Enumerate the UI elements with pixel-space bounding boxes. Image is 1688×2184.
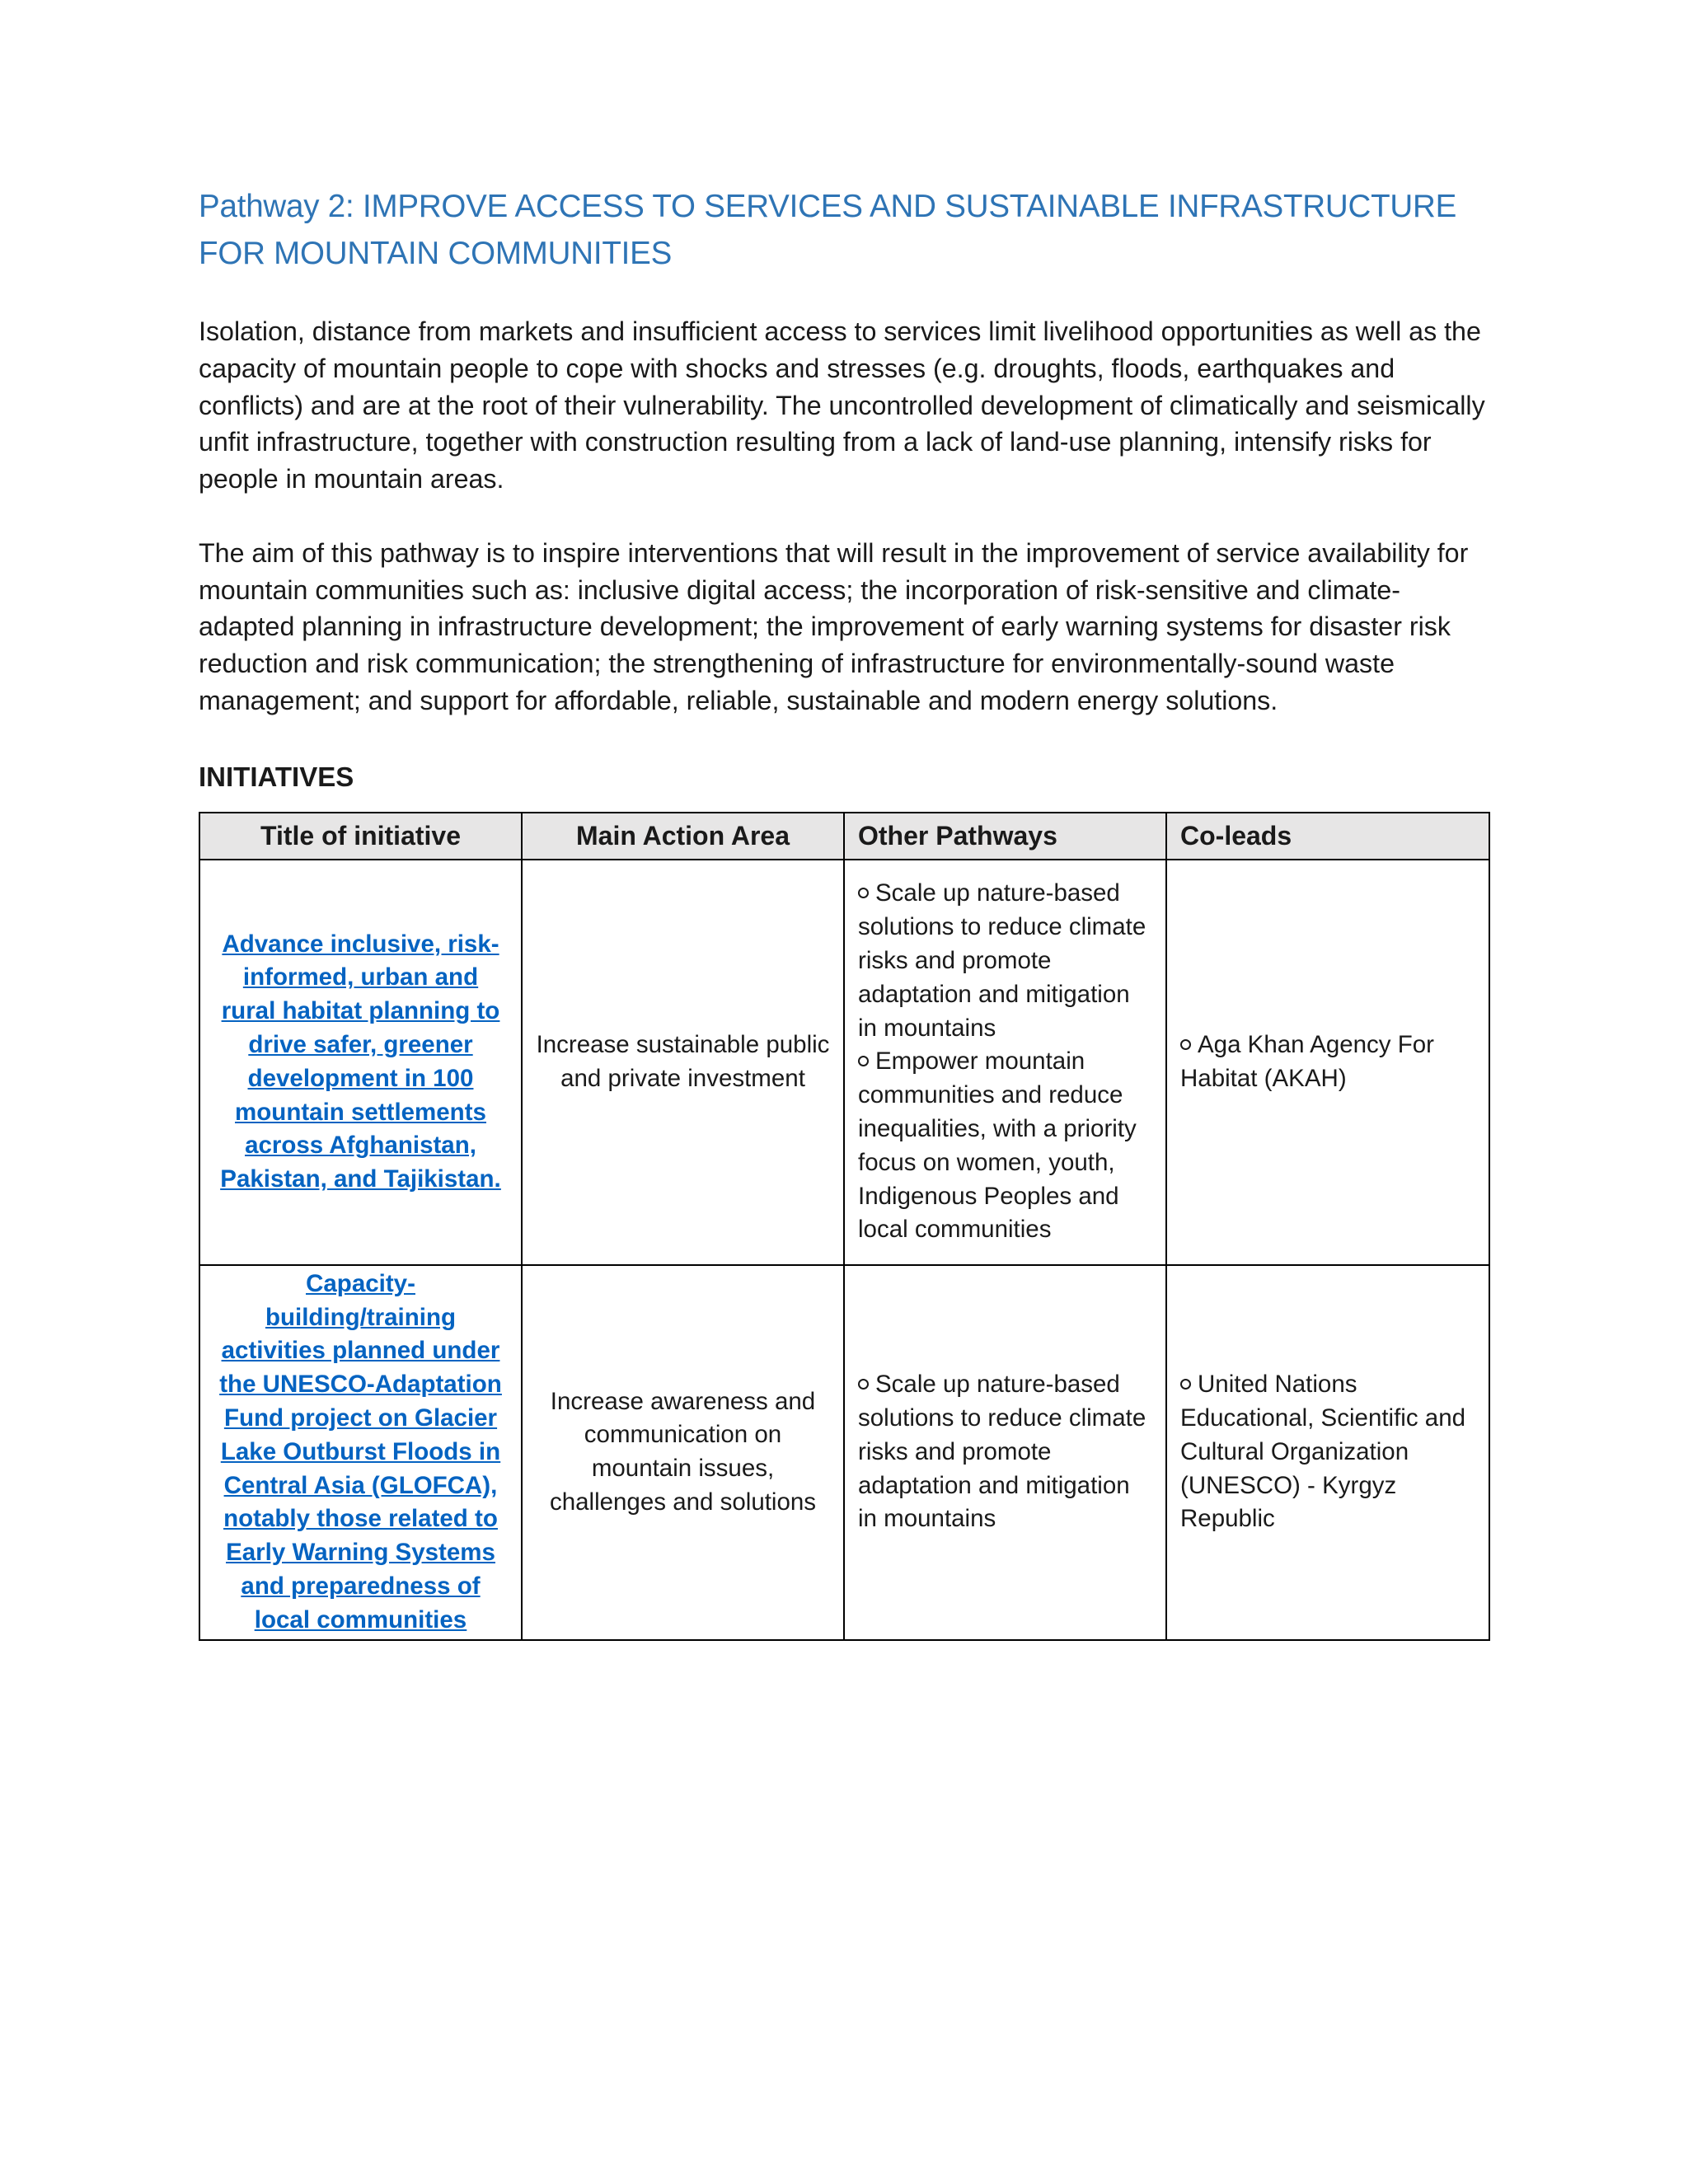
co-leads-cell: [1166, 860, 1489, 1265]
circle-bullet-icon: [1180, 1379, 1191, 1390]
initiative-title-link[interactable]: Advance inclusive, risk-informed, urban and rural habitat planning to drive safer, greener development in 100 mountain settlements across Afghanistan, Pakistan, and Tajikistan.: [220, 930, 501, 1193]
table-row: [199, 1265, 1489, 1640]
other-pathways-cell: [844, 860, 1166, 1265]
initiatives-table: [199, 812, 1490, 1641]
initiative-title-cell: [199, 860, 522, 1265]
document-page: [199, 183, 1489, 1641]
main-action-area-cell: Increase awareness and communication on mountain issues, challenges and solutions: [522, 1265, 844, 1640]
circle-bullet-icon: [858, 1056, 869, 1066]
circle-bullet-icon: [858, 888, 869, 898]
pathway-item: [858, 1045, 1152, 1247]
aim-paragraph: The aim of this pathway is to inspire interventions that will result in the improvement of service availability for mountain communities such as: inclusive digital access; the incorporation of risk-sensitive and climate-adapted planning in infrastructure development; the improvement of early warning systems for disaster risk reduction and risk communication; the strengthening of infrastructure for environmentally-sound waste management; and support for affordable, reliable, sustainable and modern energy solutions.: [199, 537, 1469, 715]
page-title: Pathway 2: IMPROVE ACCESS TO SERVICES AND SUSTAINABLE INFRASTRUCTURE FOR MOUNTAIN COMMUNITIES: [199, 189, 1457, 271]
pathway-item-text: Scale up nature-based solutions to reduce climate risks and promote adaptation and mitigation in mountains: [858, 1371, 1146, 1533]
column-header-co-leads: Co-leads: [1166, 813, 1489, 860]
co-leads-cell: [1166, 1265, 1489, 1640]
co-lead-item: [1180, 1368, 1475, 1536]
initiative-title-cell: [199, 1265, 522, 1640]
column-header-title: Title of initiative: [199, 813, 522, 860]
pathway-item: [858, 1368, 1152, 1536]
co-lead-text: Aga Khan Agency For Habitat (AKAH): [1180, 1030, 1434, 1092]
initiative-title-link[interactable]: Capacity-building/training activities planned under the UNESCO-Adaptation Fund project on Glacier Lake Outburst Floods in Central Asia (GLOFCA), notably those related to Early Warning Systems and preparedness of local communities: [219, 1269, 502, 1633]
pathway-item-text: Empower mountain communities and reduce inequalities, with a priority focus on women, youth, Indigenous Peoples and local communities: [858, 1047, 1137, 1244]
circle-bullet-icon: [1180, 1039, 1191, 1050]
column-header-main-action-area: Main Action Area: [522, 813, 844, 860]
other-pathways-cell: [844, 1265, 1166, 1640]
column-header-other-pathways: Other Pathways: [844, 813, 1166, 860]
table-header-row: [199, 813, 1489, 860]
circle-bullet-icon: [858, 1379, 869, 1390]
initiatives-heading: INITIATIVES: [199, 761, 354, 792]
pathway-item: [858, 877, 1152, 1045]
intro-paragraph: Isolation, distance from markets and insufficient access to services limit livelihood opportunities as well as the capacity of mountain people to cope with shocks and stresses (e.g. droughts, floods, earthquakes and conflicts) and are at the root of their vulnerability. The uncontrolled development of climatically and seismically unfit infrastructure, together with construction resulting from a lack of land-use planning, intensify risks for people in mountain areas.: [199, 316, 1485, 494]
pathway-item-text: Scale up nature-based solutions to reduce climate risks and promote adaptation and mitigation in mountains: [858, 879, 1146, 1042]
table-row: [199, 860, 1489, 1265]
co-lead-item: [1180, 1029, 1475, 1096]
main-action-area-cell: Increase sustainable public and private investment: [522, 860, 844, 1265]
co-lead-text: United Nations Educational, Scientific and Cultural Organization (UNESCO) - Kyrgyz Republic: [1180, 1371, 1466, 1533]
